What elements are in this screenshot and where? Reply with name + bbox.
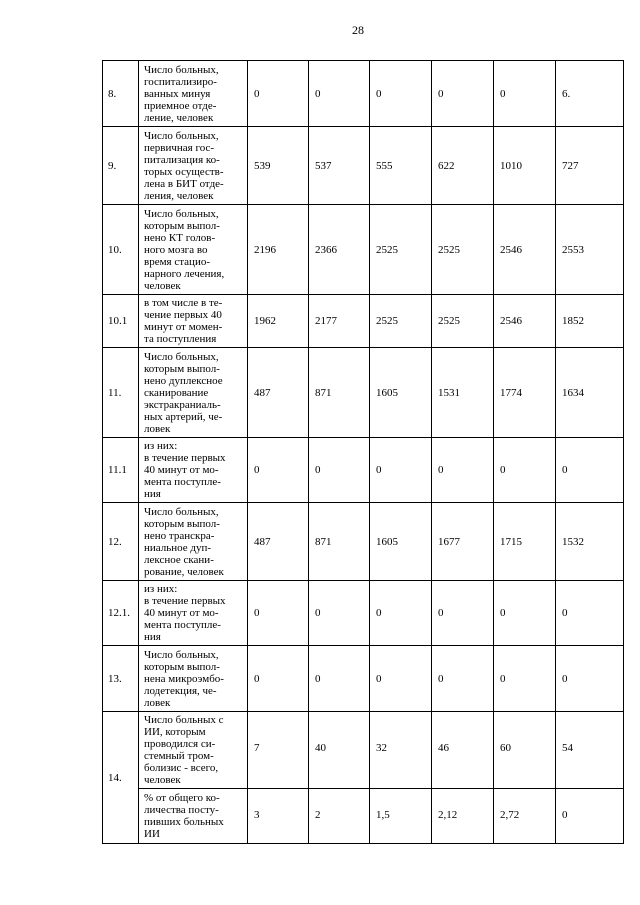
value-cell: 60 [494, 712, 556, 789]
value-cell: 1715 [494, 503, 556, 581]
value-cell: 2546 [494, 295, 556, 348]
value-cell: 1532 [556, 503, 624, 581]
description-line: нарного лечения, [144, 267, 225, 280]
value-cell: 0 [556, 438, 624, 503]
value-cell: 7 [248, 712, 309, 789]
description-line: которым выпол- [144, 219, 220, 232]
description-line: пивших больных [144, 816, 224, 828]
description-line: 40 минут от мо- [144, 464, 219, 476]
description-line: сканирование [144, 386, 209, 399]
value-cell: 487 [248, 503, 309, 581]
description-line: в том числе в те- [144, 297, 223, 309]
description-line: торых осуществ- [144, 165, 224, 178]
row-number: 12. [103, 503, 139, 581]
statistics-table [102, 60, 624, 844]
value-cell: 0 [309, 438, 370, 503]
row-description [139, 348, 248, 438]
description-line: % от общего ко- [144, 792, 220, 804]
description-line: Число больных с [144, 714, 224, 726]
value-cell: 1605 [370, 503, 432, 581]
value-cell: 1677 [432, 503, 494, 581]
value-cell: 1605 [370, 348, 432, 438]
description-line: ление, человек [144, 111, 214, 124]
description-line: ния [144, 631, 161, 643]
value-cell: 2525 [370, 205, 432, 295]
value-cell: 2546 [494, 205, 556, 295]
description-line: в течение первых [144, 452, 226, 464]
value-cell: 0 [432, 581, 494, 646]
value-cell: 0 [370, 581, 432, 646]
value-cell: 32 [370, 712, 432, 789]
description-line: из них: [144, 583, 178, 595]
row-description [139, 295, 248, 348]
row-number: 8. [103, 61, 139, 127]
description-line: которым выпол- [144, 660, 220, 673]
description-line: 40 минут от мо- [144, 607, 219, 619]
value-cell: 54 [556, 712, 624, 789]
value-cell: 0 [494, 581, 556, 646]
row-number: 10.1 [103, 295, 139, 348]
value-cell: 2 [309, 789, 370, 844]
value-cell: 2366 [309, 205, 370, 295]
description-line: мента поступле- [144, 476, 221, 488]
row-description [139, 646, 248, 712]
value-cell: 0 [370, 646, 432, 712]
value-cell: 0 [432, 646, 494, 712]
description-line: ловек [144, 696, 171, 709]
description-line: Число больных, [144, 63, 219, 76]
value-cell: 3 [248, 789, 309, 844]
value-cell: 2177 [309, 295, 370, 348]
description-line: питализация ко- [144, 153, 220, 166]
description-line: ных артерий, че- [144, 410, 223, 423]
value-cell: 622 [432, 127, 494, 205]
value-cell: 0 [556, 789, 624, 844]
table-row [103, 348, 624, 438]
value-cell: 487 [248, 348, 309, 438]
value-cell: 0 [248, 646, 309, 712]
value-cell: 555 [370, 127, 432, 205]
value-cell: 0 [494, 646, 556, 712]
row-number: 13. [103, 646, 139, 712]
value-cell: 0 [309, 61, 370, 127]
row-number: 14. [103, 712, 139, 844]
table-body [103, 61, 624, 844]
description-line: ловек [144, 422, 171, 435]
table-row [103, 581, 624, 646]
description-line: болизис - всего, [144, 762, 219, 774]
table-row [103, 205, 624, 295]
description-line: Число больных, [144, 129, 219, 142]
description-line: нено транскра- [144, 529, 215, 542]
value-cell: 0 [494, 438, 556, 503]
value-cell: 727 [556, 127, 624, 205]
description-line: чение первых 40 [144, 309, 222, 321]
value-cell: 1634 [556, 348, 624, 438]
description-line: в течение первых [144, 595, 226, 607]
value-cell: 537 [309, 127, 370, 205]
row-number: 9. [103, 127, 139, 205]
description-line: которым выпол- [144, 362, 220, 375]
description-line: лексное скани- [144, 553, 214, 566]
value-cell: 0 [494, 61, 556, 127]
description-line: лодетекция, че- [144, 684, 217, 697]
description-line: которым выпол- [144, 517, 220, 530]
description-line: ния [144, 488, 161, 500]
value-cell: 0 [432, 438, 494, 503]
row-description [139, 205, 248, 295]
page-number: 28 [352, 23, 364, 37]
value-cell: 1962 [248, 295, 309, 348]
value-cell: 0 [556, 646, 624, 712]
description-line: стемный тром- [144, 750, 214, 762]
row-number: 11.1 [103, 438, 139, 503]
value-cell: 1010 [494, 127, 556, 205]
value-cell: 0 [370, 61, 432, 127]
value-cell: 40 [309, 712, 370, 789]
value-cell: 1,5 [370, 789, 432, 844]
row-description [139, 127, 248, 205]
value-cell: 2553 [556, 205, 624, 295]
value-cell: 2,72 [494, 789, 556, 844]
description-line: ванных минуя [144, 87, 211, 100]
description-line: нена микроэмбо- [144, 672, 224, 685]
description-line: ления, человек [144, 189, 214, 202]
table-row [103, 789, 624, 844]
value-cell: 2196 [248, 205, 309, 295]
value-cell: 2,12 [432, 789, 494, 844]
value-cell: 0 [309, 646, 370, 712]
description-line: время стацио- [144, 255, 210, 268]
description-line: та поступления [144, 333, 217, 345]
description-line: рование, человек [144, 565, 224, 578]
value-cell: 871 [309, 348, 370, 438]
row-description [139, 438, 248, 503]
value-cell: 871 [309, 503, 370, 581]
description-line: мента поступле- [144, 619, 221, 631]
description-line: Число больных, [144, 505, 219, 518]
description-line: из них: [144, 440, 178, 452]
description-line: первичная гос- [144, 141, 215, 154]
table-row [103, 127, 624, 205]
value-cell: 1531 [432, 348, 494, 438]
value-cell: 6. [556, 61, 624, 127]
value-cell: 1774 [494, 348, 556, 438]
description-line: ниальное дуп- [144, 541, 212, 554]
description-line: ного мозга во [144, 243, 208, 256]
description-line: нено дуплексное [144, 374, 223, 387]
row-number: 11. [103, 348, 139, 438]
description-line: минут от момен- [144, 321, 223, 333]
value-cell: 539 [248, 127, 309, 205]
value-cell: 46 [432, 712, 494, 789]
value-cell: 1852 [556, 295, 624, 348]
value-cell: 0 [248, 61, 309, 127]
row-description [139, 712, 248, 789]
description-line: проводился си- [144, 738, 216, 750]
row-number: 10. [103, 205, 139, 295]
description-line: ИИ [144, 828, 160, 840]
description-line: госпитализиро- [144, 75, 217, 88]
table-row [103, 61, 624, 127]
description-line: личества посту- [144, 804, 219, 816]
row-description [139, 503, 248, 581]
description-line: экстракраниаль- [144, 398, 221, 411]
description-line: Число больных, [144, 648, 219, 661]
description-line: человек [144, 774, 181, 786]
table-row [103, 503, 624, 581]
value-cell: 2525 [432, 295, 494, 348]
table-row [103, 438, 624, 503]
value-cell: 0 [309, 581, 370, 646]
row-description [139, 581, 248, 646]
value-cell: 0 [248, 438, 309, 503]
table-row [103, 646, 624, 712]
description-line: нено КТ голов- [144, 231, 216, 244]
value-cell: 0 [432, 61, 494, 127]
value-cell: 0 [556, 581, 624, 646]
description-line: Число больных, [144, 350, 219, 363]
row-description [139, 789, 248, 844]
description-line: человек [144, 279, 181, 292]
description-line: ИИ, которым [144, 726, 206, 738]
description-line: приемное отде- [144, 99, 217, 112]
value-cell: 2525 [370, 295, 432, 348]
value-cell: 2525 [432, 205, 494, 295]
description-line: Число больных, [144, 207, 219, 220]
row-number: 12.1. [103, 581, 139, 646]
description-line: лена в БИТ отде- [144, 177, 224, 190]
table-row [103, 295, 624, 348]
value-cell: 0 [370, 438, 432, 503]
table-row [103, 712, 624, 789]
value-cell: 0 [248, 581, 309, 646]
row-description [139, 61, 248, 127]
